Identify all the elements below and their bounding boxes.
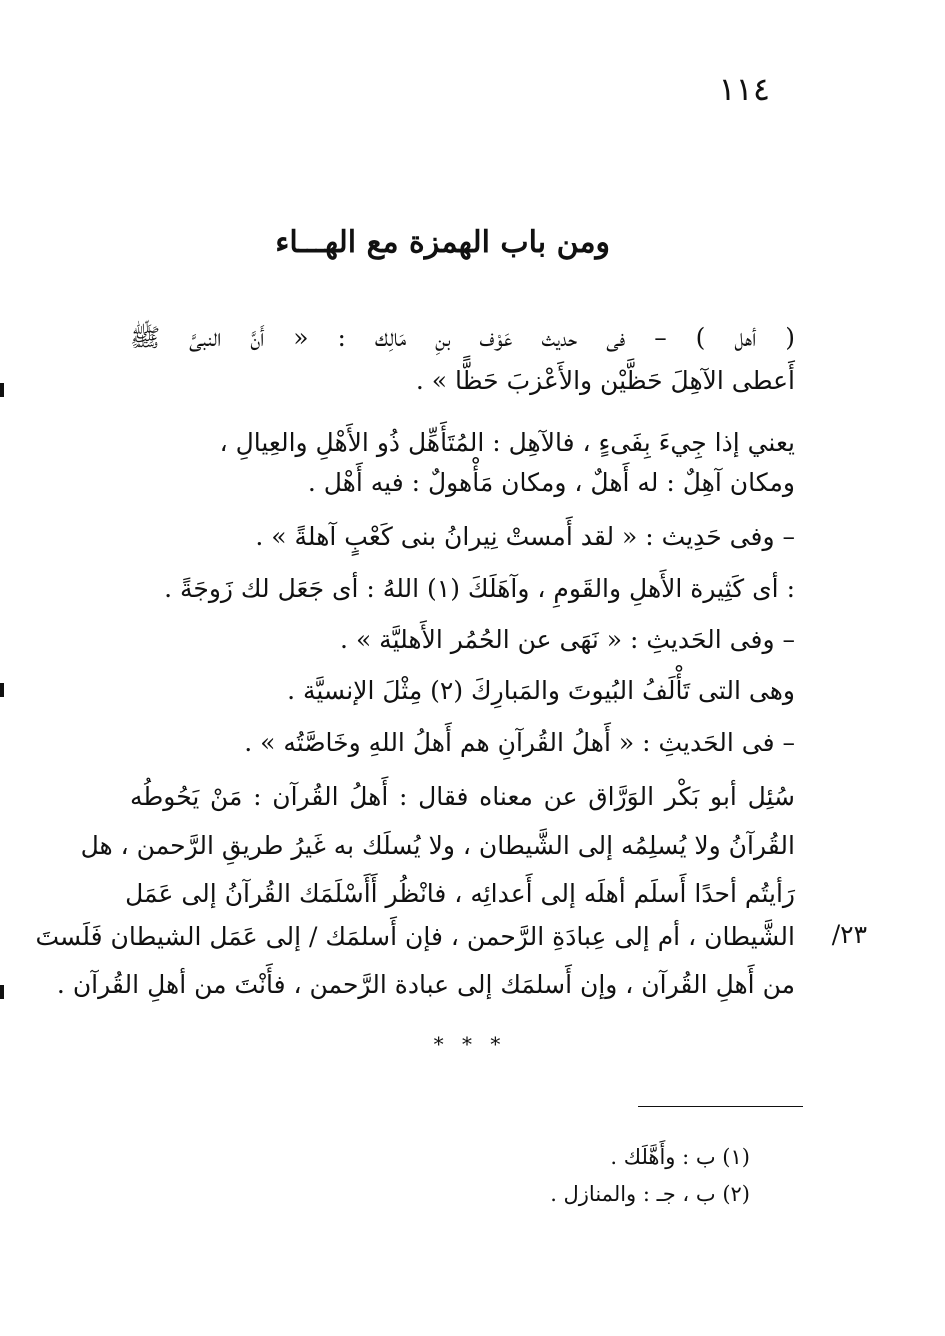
footnote-2: (٢) ب ، جـ : والمنازل .: [550, 1182, 750, 1206]
scan-edge-mark: [0, 683, 4, 697]
text-line-6: : أى كَثِيرة الأَهلِ والقَومِ ، وآهَلَكَ (١) اللهُ : أى جَعَل لك زَوجَةً .: [164, 574, 795, 603]
section-separator: * * *: [433, 1032, 507, 1056]
scan-edge-mark: [0, 383, 4, 397]
text-line-3: يعني إذا جِيءَ بِفَىءٍ ، فالآهِل : المُتَأَهِّل ذُو الأَهْلِ والعِيالِ ،: [219, 428, 795, 457]
section-heading: ومن باب الهمزة مع الهـــاء: [275, 225, 610, 260]
text-line-14: من أَهلِ القُرآن ، وإن أَسلمَك إلى عبادة الرَّحمن ، فأَنْتَ من أهلِ القُرآن .: [56, 970, 795, 999]
scan-edge-mark: [0, 985, 4, 999]
text-line-4: ومكان آهِلٌ : له أَهلٌ ، ومكان مَأْهولٌ : فيه أَهْل .: [307, 468, 795, 497]
footnote-1: (١) ب : وأَهَّلَك .: [610, 1145, 750, 1169]
text-line-13: الشَّيطان ، أم إلى عِبادَةِ الرَّحمن ، فإن أَسلمَك / إلى عَمَل الشيطان فَلَستَ: [35, 922, 795, 951]
text-line-7: – وفى الحَديثِ : « نَهَى عن الحُمُر الأَهليَّة » .: [340, 625, 795, 654]
footnote-rule: [638, 1106, 803, 1107]
text-line-5: – وفى حَدِيث : « لقد أَمستْ نِيرانُ بنى كَعْبٍ آهلةً » .: [255, 522, 795, 551]
text-line-8: وهى التى تَأْلَفُ البُيوتَ والمَبارِكَ (٢) مِثْلَ الإنسيَّة .: [287, 676, 795, 705]
text-line-1: ( أهل ) – فى حديث عَوْف بنِ مَالِك : « أَنَّ النبىَّ ﷺ: [130, 323, 795, 352]
text-line-9: – فى الحَديثِ : « أَهلُ القُرآنِ هم أَهلُ اللهِ وخَاصَّتُه » .: [244, 728, 795, 757]
text-line-11: القُرآنُ ولا يُسلِمُه إلى الشَّيطان ، ولا يُسلَك به غَيرُ طريقِ الرَّحمن ، هل: [80, 831, 795, 860]
manuscript-folio-marker: ٢٣/: [831, 920, 867, 949]
text-line-10: سُئِل أبو بَكْر الوَرَّاق عن معناه فقال : أَهلُ القُرآن : مَنْ يَحُوطُه: [130, 782, 795, 811]
text-line-12: رَأيتُم أحدًا أَسلَم أهلَه إلى أَعدائِه ، فانْظُر أَأَسْلَمَك القُرآنُ إلى عَمَل: [125, 879, 795, 908]
text-line-2: أَعطى الآهِلَ حَظَّيْن والأَعْزبَ حَظًّا » .: [415, 366, 795, 395]
page-number: ١١٤: [718, 70, 770, 108]
